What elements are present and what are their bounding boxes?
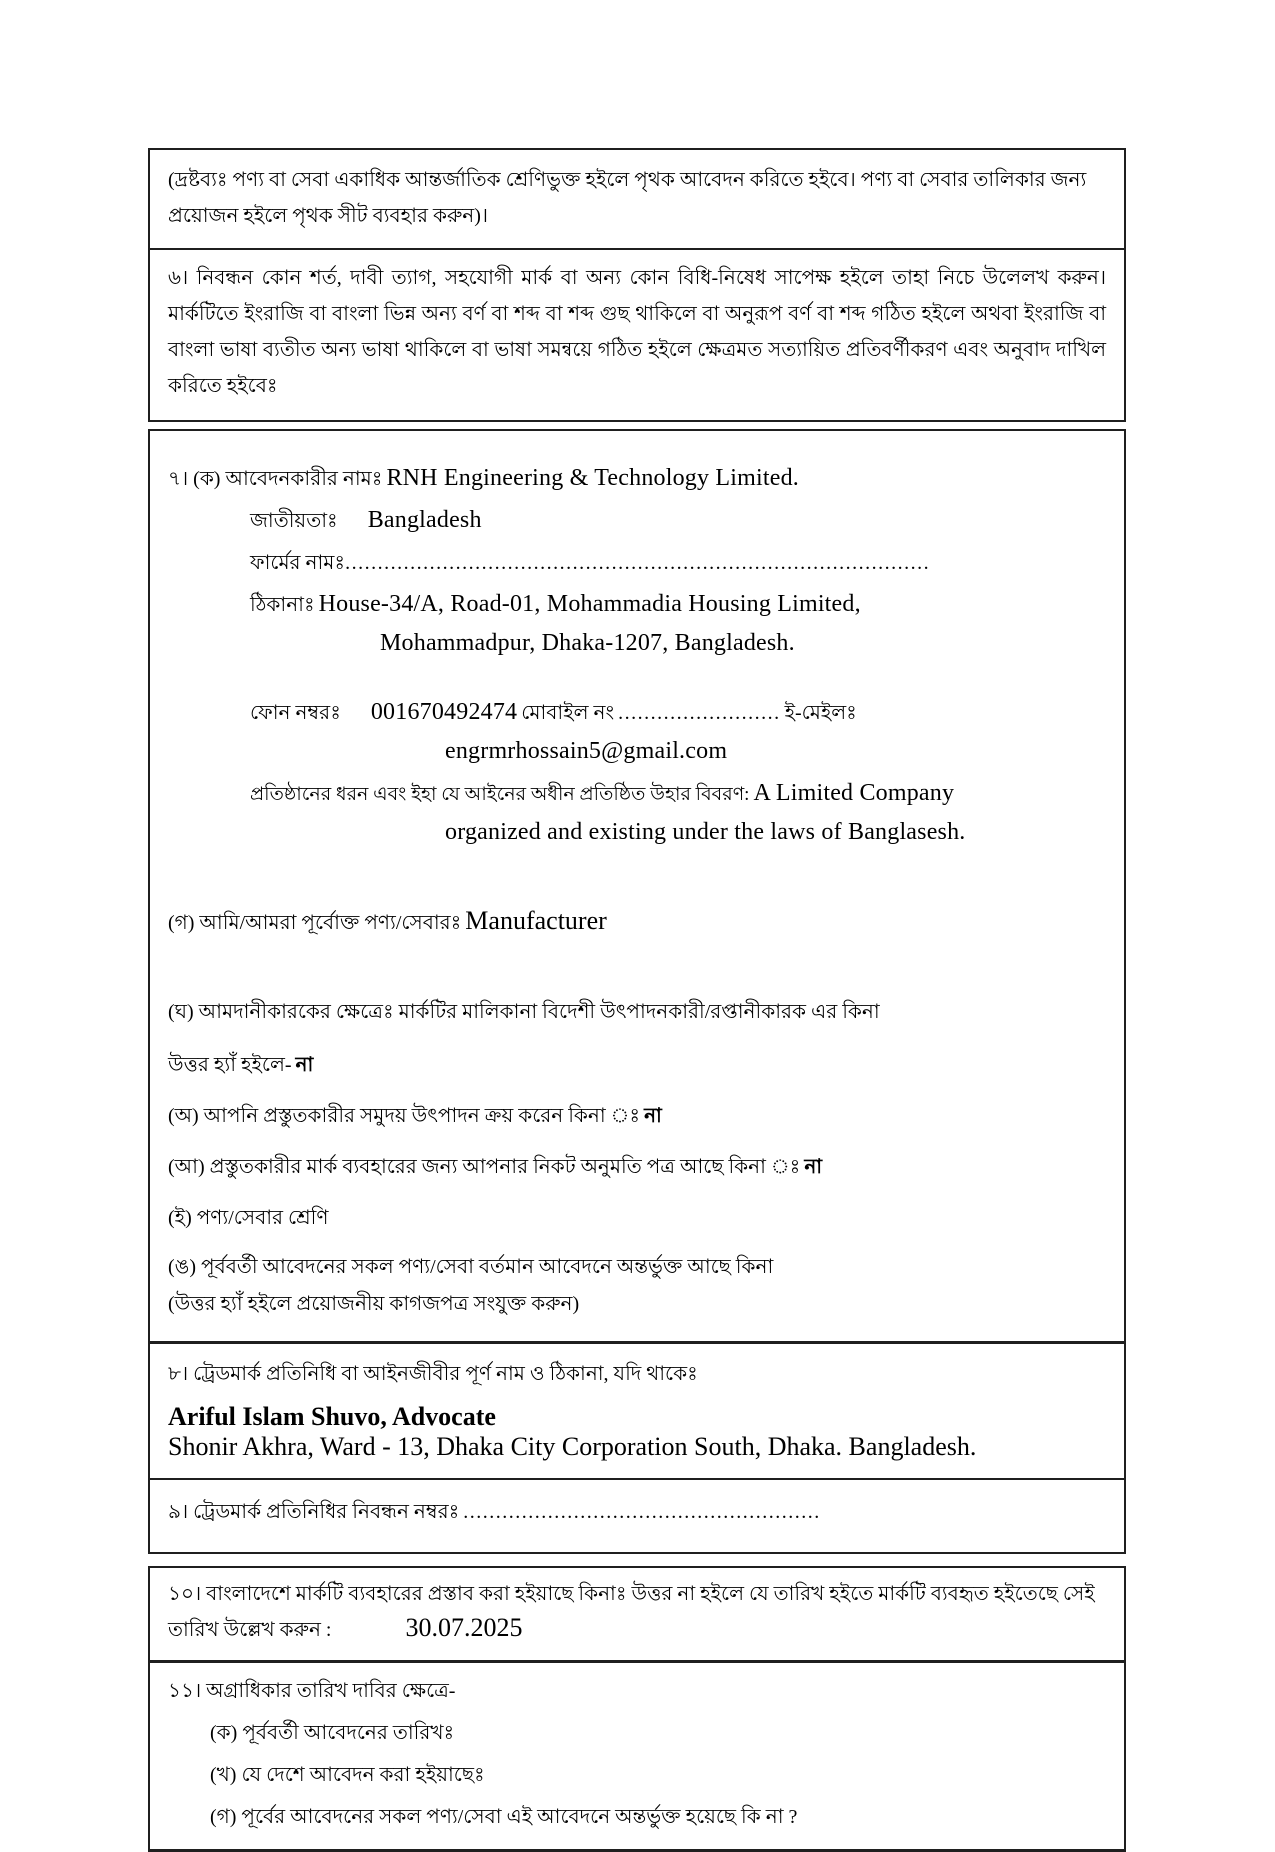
nationality-value: Bangladesh xyxy=(367,507,482,533)
answer-if-yes-value: না xyxy=(295,1054,314,1076)
email-row xyxy=(168,734,1106,771)
address-label: ঠিকানাঃ xyxy=(250,594,315,616)
goods-services-role-row xyxy=(168,904,1106,942)
org-type-line2: organized and existing under the laws of Banglasesh. xyxy=(445,819,966,845)
buy-all-production-value: না xyxy=(644,1105,662,1127)
priority-item-b: (খ) যে দেশে আবেদন করা হইয়াছেঃ xyxy=(210,1764,485,1786)
section-7-applicant-details xyxy=(148,429,1126,1343)
address-line2: Mohammadpur, Dhaka-1207, Bangladesh. xyxy=(380,630,795,656)
previous-application-note: (উত্তর হ্যাঁ হইলে প্রয়োজনীয় কাগজপত্র সংযুক্ত করুন) xyxy=(168,1293,580,1315)
priority-item-c: (গ) পূর্বের আবেদনের সকল পণ্য/সেবা এই আবেদনে অন্তর্ভুক্ত হয়েছে কি না ? xyxy=(210,1806,798,1828)
address-row xyxy=(168,587,1106,624)
nationality-label: জাতীয়তাঃ xyxy=(250,510,338,532)
section-11-priority-claim xyxy=(148,1661,1126,1852)
usage-date-label: তারিখ উল্লেখ করুন : xyxy=(168,1619,332,1641)
firm-name-dotted-line: .......................................................................................... xyxy=(345,552,931,574)
applicant-name-row xyxy=(168,461,1106,498)
agent-name: Ariful Islam Shuvo, Advocate xyxy=(168,1402,496,1431)
org-type-row xyxy=(168,776,1106,813)
agent-registration-label: ৯। ট্রেডমার্ক প্রতিনিধির নিবন্ধন নম্বরঃ xyxy=(168,1501,460,1523)
goods-services-role-label: (গ) আমি/আমরা পূর্বোক্ত পণ্য/সেবারঃ xyxy=(168,912,462,934)
importer-ownership-row xyxy=(168,994,1106,1031)
permission-letter-label: (আ) প্রস্তুতকারীর মার্ক ব্যবহারের জন্য আপনার নিকট অনুমতি পত্র আছে কিনা ◌ঃ xyxy=(168,1156,801,1178)
agent-heading: ৮। ট্রেডমার্ক প্রতিনিধি বা আইনজীবীর পূর্ণ নাম ও ঠিকানা, যদি থাকেঃ xyxy=(168,1363,698,1385)
address-row-2 xyxy=(168,626,1106,663)
buy-all-production-row xyxy=(168,1098,1106,1135)
agent-registration-dotted-line: ....................................................... xyxy=(463,1501,821,1523)
goods-services-role-value: Manufacturer xyxy=(465,906,607,935)
email-label: ই-মেইলঃ xyxy=(784,702,857,724)
mobile-dotted-line: ......................... xyxy=(618,702,781,724)
applicant-name-value: RNH Engineering & Technology Limited. xyxy=(386,465,799,491)
answer-if-yes-label: উত্তর হ্যাঁ হইলে- xyxy=(168,1054,292,1076)
trademark-application-form-page xyxy=(148,148,1126,1852)
section-6-text: ৬। নিবন্ধন কোন শর্ত, দাবী ত্যাগ, সহযোগী মার্ক বা অন্য কোন বিধি-নিষেধ সাপেক্ষ হইলে তাহা নিচে উলেলখ করুন। মার্কটিতে ইংরাজি বা বাংলা ভিন্ন অন্য বর্ণ বা শব্দ বা শব্দ গুছ থাকিলে বা অনুরূপ বর্ণ বা শব্দ গঠিত হইলে অথবা ইংরাজি বা বাংলা ভাষা ব্যতীত অন্য ভাষা থাকিলে বা ভাষা সমন্বয়ে গঠিত হইলে ক্ষেত্রমত সত্যায়িত প্রতিবর্ণীকরণ এবং অনুবাদ দাখিল করিতে হইবেঃ xyxy=(168,267,1106,397)
note-text: (দ্রষ্টব্যঃ পণ্য বা সেবা একাধিক আন্তর্জাতিক শ্রেণিভুক্ত হইলে পৃথক আবেদন করিতে হইবে। পণ্য বা সেবার তালিকার জন্য প্রয়োজন হইলে পৃথক সীট ব্যবহার করুন)। xyxy=(168,169,1087,227)
buy-all-production-label: (অ) আপনি প্রস্তুতকারীর সমুদয় উৎপাদন ক্রয় করেন কিনা ◌ঃ xyxy=(168,1105,641,1127)
priority-item-a: (ক) পূর্ববর্তী আবেদনের তারিখঃ xyxy=(210,1722,455,1744)
section-6-conditions xyxy=(148,248,1126,422)
answer-if-yes-row xyxy=(168,1047,1106,1084)
priority-heading: ১১। অগ্রাধিকার তারিখ দাবির ক্ষেত্রে- xyxy=(168,1680,456,1702)
phone-label: ফোন নম্বরঃ xyxy=(250,702,341,724)
email-value: engrmrhossain5@gmail.com xyxy=(445,738,728,764)
firm-name-row xyxy=(168,545,1106,582)
previous-application-note-row xyxy=(168,1286,1106,1341)
address-line1: House-34/A, Road-01, Mohammadia Housing Limited, xyxy=(318,591,861,617)
usage-question-text: ১০। বাংলাদেশে মার্কটি ব্যবহারের প্রস্তাব করা হইয়াছে কিনাঃ উত্তর না হইলে যে তারিখ হইতে মার্কটি ব্যবহৃত হইতেছে সেই xyxy=(168,1583,1095,1605)
firm-name-label: ফার্মের নামঃ xyxy=(250,552,346,574)
org-type-label: প্রতিষ্ঠানের ধরন এবং ইহা যে আইনের অধীন প্রতিষ্ঠিত উহার বিবরণ: xyxy=(250,784,750,805)
org-type-row-2 xyxy=(168,815,1106,852)
permission-letter-value: না xyxy=(804,1156,823,1178)
phone-row xyxy=(168,695,1106,732)
mobile-label: মোবাইল নং xyxy=(521,702,615,724)
agent-address: Shonir Akhra, Ward - 13, Dhaka City Corporation South, Dhaka. Bangladesh. xyxy=(168,1432,977,1461)
applicant-name-label: ৭। (ক) আবেদনকারীর নামঃ xyxy=(168,468,383,490)
section-8-agent xyxy=(148,1342,1126,1480)
usage-date-row xyxy=(168,1612,1106,1648)
previous-application-row xyxy=(168,1249,1106,1286)
note-box xyxy=(148,148,1126,250)
goods-class-label: (ই) পণ্য/সেবার শ্রেণি xyxy=(168,1207,329,1229)
goods-class-row xyxy=(168,1200,1106,1237)
nationality-row xyxy=(168,503,1106,540)
permission-letter-row xyxy=(168,1149,1106,1186)
usage-date-value: 30.07.2025 xyxy=(405,1613,523,1642)
section-9-agent-registration xyxy=(148,1478,1126,1554)
phone-value: 001670492474 xyxy=(370,699,518,725)
importer-ownership-label: (ঘ) আমদানীকারকের ক্ষেত্রেঃ মার্কটির মালিকানা বিদেশী উৎপাদনকারী/রপ্তানীকারক এর কিনা xyxy=(168,1001,880,1023)
section-10-usage-date xyxy=(148,1566,1126,1662)
org-type-line1: A Limited Company xyxy=(753,780,955,806)
previous-application-label: (ঙ) পূর্ববর্তী আবেদনের সকল পণ্য/সেবা বর্তমান আবেদনে অন্তর্ভুক্ত আছে কিনা xyxy=(168,1256,774,1278)
